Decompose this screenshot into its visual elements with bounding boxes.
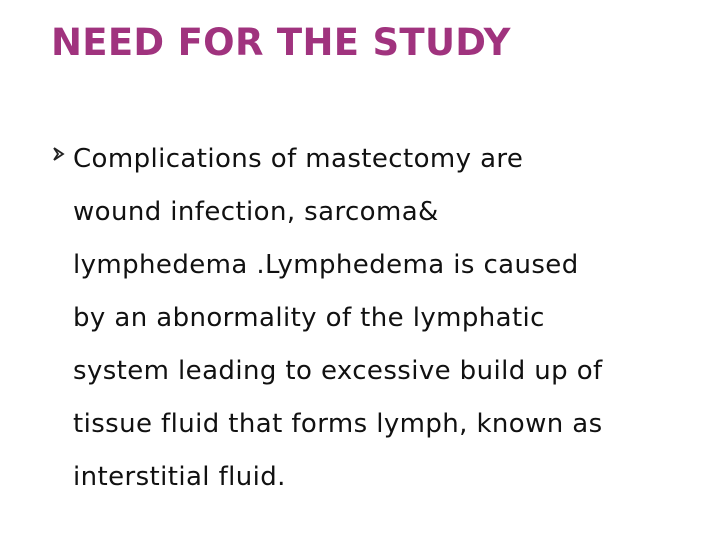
arrowhead-bullet-icon [52,147,65,161]
bullet-line: lymphedema .Lymphedema is caused [73,250,579,280]
bullet-text [73,133,693,504]
bullet-line: wound infection, sarcoma& [73,197,439,227]
bullet-line: interstitial fluid. [73,462,286,492]
bullet-line: tissue fluid that forms lymph, known as [73,409,603,439]
bullet-line: by an abnormality of the lymphatic [73,303,545,333]
bullet-line: system leading to excessive build up of [73,356,603,386]
slide-title: NEED FOR THE STUDY [51,21,511,64]
bullet-line: Complications of mastectomy are [73,144,524,174]
